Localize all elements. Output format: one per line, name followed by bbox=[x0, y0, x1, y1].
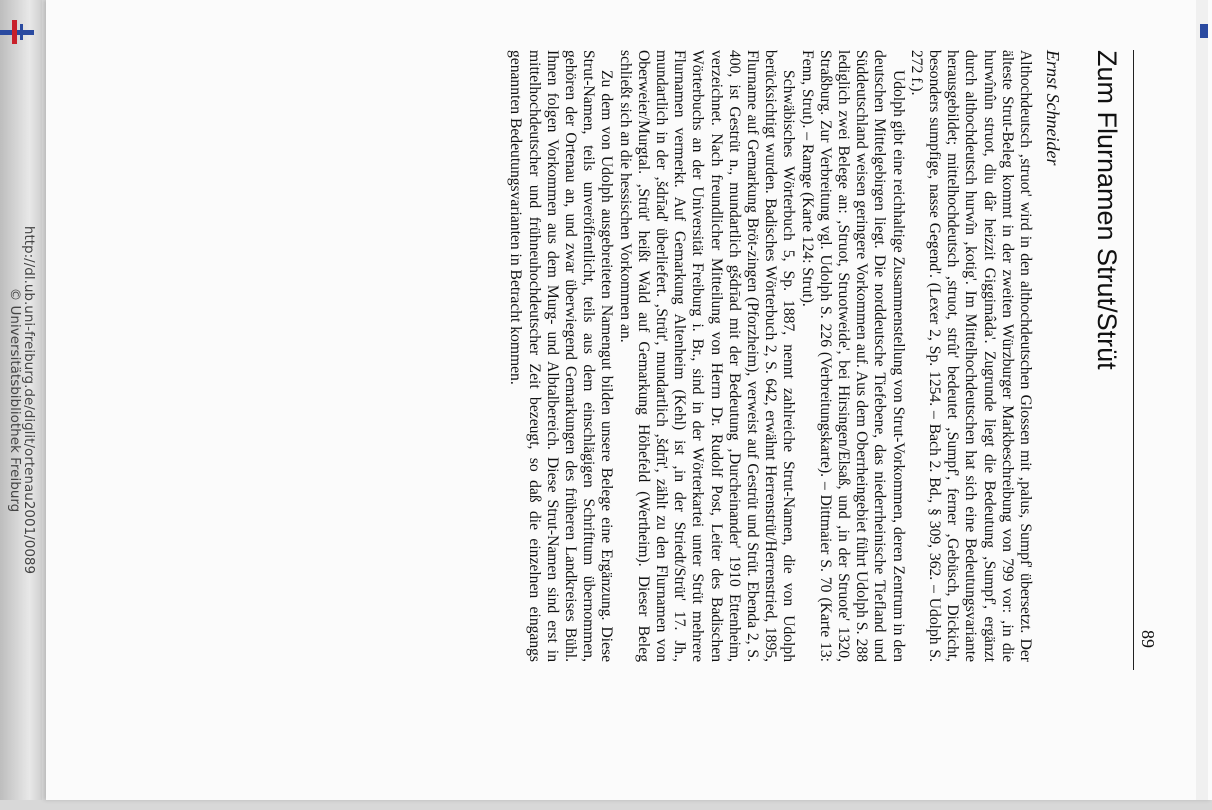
header-rule bbox=[1133, 50, 1134, 670]
page-number: 89 bbox=[1138, 630, 1158, 648]
watermark bbox=[8, 0, 36, 800]
paragraph-4: Zu dem von Udolph ausgebreiteten Namengut bilden unsere Belege eine Ergänzung. Diese Strut-Namen, teils unveröffentlicht, teils aus dem einschlägigen Schrifttum übernommen, gehören der Ortenau an, und zwar überwiegend Gemarkungen des früheren Landkreises Bühl. Ihnen folgen Vorkommen aus dem Murg- und Albtalbereich. Diese Strut-Namen sind erst in mittelhochdeutscher und frühneuhochdeutscher Zeit bezeugt, so daß die einzelnen eingangs genannten Bedeutungsvarianten in Betracht kommen. bbox=[507, 50, 616, 662]
article-title: Zum Flurnamen Strut/Strüt bbox=[1092, 50, 1122, 370]
watermark-url: http://dl.ub.uni-freiburg.de/diglit/ortenau2001/0089 bbox=[21, 225, 37, 575]
paragraph-3: Schwäbisches Wörterbuch 5, Sp. 1887, nennt zahlreiche Strut-Namen, die von Udolph berücksichtigt wurden. Badisches Wörterbuch 2, S. 642, erwähnt Herrenstrüt/Herrenstried, 1895, Flurname auf Gemarkung Bröt-zingen (Pforzheim), verweist auf Gestrüt und Strüt. Ebenda 2, S. 400, ist Gestrüt n., mundartlich gšdrīad mit der Bedeutung ‚Durcheinander' 1910 Ettenheim, verzeichnet. Nach freundlicher Mitteilung von Herrn Dr. Rudolf Post, Leiter des Badischen Wörterbuchs an der Universität Freiburg i. Br., sind in der Wörterkartei unter Strüt mehrere Flurnamen vermerkt. Auf Gemarkung Altenheim (Kehl) ist ‚in der Striedt/Strüt' 17. Jh., mundartlich in der ‚šdrīad' überliefert. ‚Strüt', mundartlich ‚šdrīt', zählt zu den Flurnamen von Oberweier/Murgtal. ‚Strüt' heißt Wald auf Gemarkung Höhefeld (Wertheim). Dieser Beleg schließt sich an die hessischen Vorkommen an. bbox=[616, 50, 798, 662]
document-page bbox=[46, 0, 1212, 800]
paragraph-1: Althochdeutsch ‚struot' wird in den althochdeutschen Glossen mit ‚palus, Sumpf' übersetzt. Der älteste Strut-Beleg kommt in der zweiten Würzburger Markbeschreibung von 799 vor: ‚in die hurwînûn struot, diu dâr heizzit Giggimâda'. Zugrunde liegt die Bedeutung ‚Sumpf', ergänzt durch althochdeutsch hurwîn ‚kotig'. Im Mittelhochdeutschen hat sich eine Bedeutungsvariante herausgebildet; mittelhochdeutsch ‚struot, strût' bedeutet ‚Sumpf', ferner ‚Gebüsch, Dickicht, besonders sumpfige, nasse Gegend'. (Lexer 2, Sp. 1254. – Bach 2. Bd., § 309, 362. – Udolph S. 272 f.). bbox=[907, 50, 1034, 662]
rotated-page-content bbox=[126, 50, 1166, 810]
watermark-copyright: © Universitätsbibliothek Freiburg bbox=[7, 287, 23, 513]
article-body bbox=[506, 50, 1034, 662]
scan-edge-mark bbox=[1200, 24, 1208, 38]
article-author: Ernst Schneider bbox=[1043, 50, 1063, 166]
page-edge bbox=[1196, 0, 1208, 800]
paragraph-2: Udolph gibt eine reichhaltige Zusammenstellung von Strut-Vorkommen, deren Zentrum in den deutschen Mittelgebirgen liegt. Die norddeutsche Tiefebene, das niederrheinische Tiefland und Süddeutschland weisen geringere Vorkommen auf. Aus dem Oberrheingebiet führt Udolph S. 288 lediglich zwei Belege an: ‚Struot, Struotweide', bei Hirsingen/Elsaß, und ‚in der Struote' 1320, Straßburg. Zur Verbreitung vgl. Udolph S. 226 (Verbreitungskarte). – Dittmaier S. 70 (Karte 13: Fenn, Strut). – Ramge (Karte 124: Strut). bbox=[798, 50, 907, 662]
